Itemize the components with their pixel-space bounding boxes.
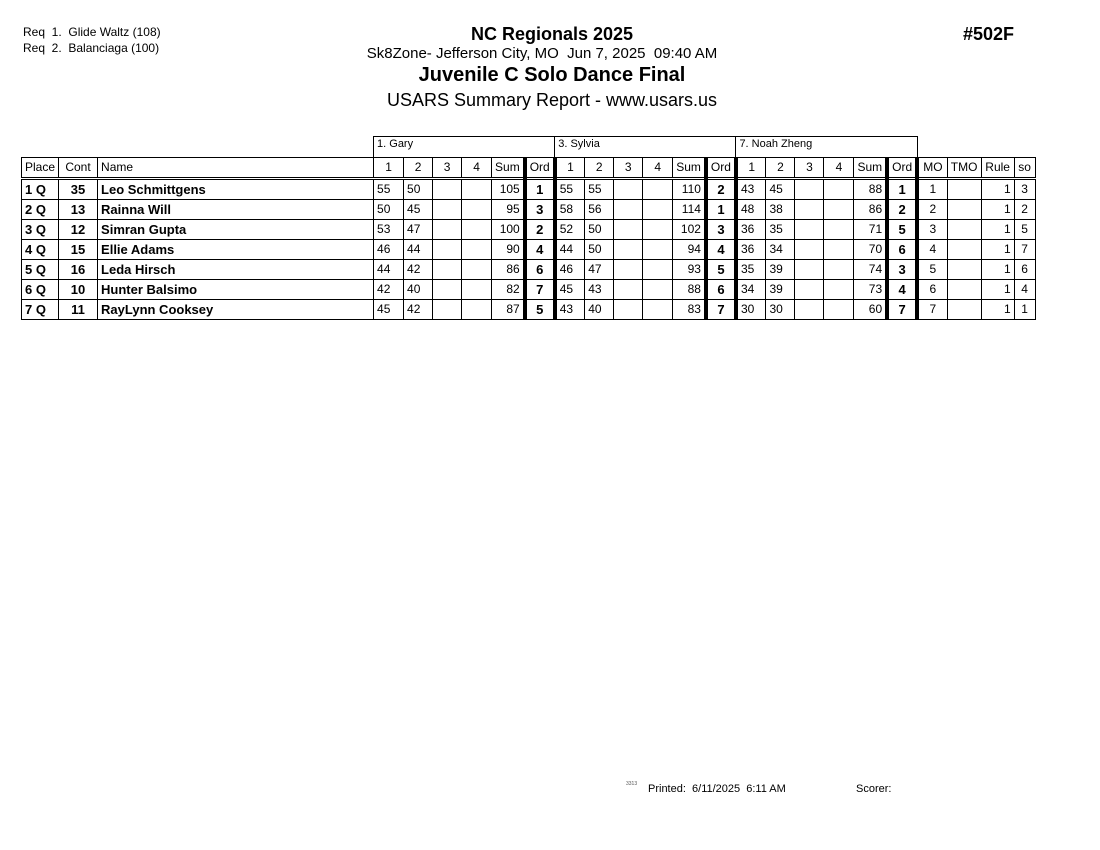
judge-3-s4: [824, 179, 854, 200]
col-judge-3-ord: Ord: [887, 158, 917, 179]
col-rule: Rule: [981, 158, 1014, 179]
judge-2-s2: 50: [585, 240, 614, 260]
judge-1-s3: [433, 240, 462, 260]
rule-cell: 1: [981, 200, 1014, 220]
judge-2-sum: 110: [673, 179, 706, 200]
judge-3-s1: 43: [736, 179, 766, 200]
col-name: Name: [98, 158, 374, 179]
judge-2-s3: [614, 240, 643, 260]
judge-1-s3: [433, 280, 462, 300]
judge-3-s3: [795, 300, 824, 320]
judge-2-s3: [614, 300, 643, 320]
judge-2-s1: 45: [555, 280, 585, 300]
judge-2-ord: 4: [706, 240, 736, 260]
judge-3-s3: [795, 220, 824, 240]
judge-1-ord: 5: [525, 300, 555, 320]
mo-cell: 2: [917, 200, 947, 220]
event-title: Juvenile C Solo Dance Final: [418, 64, 686, 86]
col-judge-2-ord: Ord: [706, 158, 736, 179]
rule-cell: 1: [981, 179, 1014, 200]
tmo-cell: [947, 260, 981, 280]
place-cell: 5 Q: [22, 260, 59, 280]
result-row: [22, 220, 1036, 240]
judge-1-s1: 50: [374, 200, 404, 220]
col-judge-2-sum: Sum: [673, 158, 706, 179]
judge-2-ord: 1: [706, 200, 736, 220]
col-judge-3-2: 2: [766, 158, 795, 179]
so-cell: 1: [1014, 300, 1035, 320]
col-judge-1-1: 1: [374, 158, 404, 179]
judge-2-s2: 43: [585, 280, 614, 300]
judge-3-s2: 45: [766, 179, 795, 200]
mo-cell: 1: [917, 179, 947, 200]
judge-2-s3: [614, 179, 643, 200]
rule-cell: 1: [981, 240, 1014, 260]
judge-1-s2: 40: [404, 280, 433, 300]
judge-2-s4: [643, 240, 673, 260]
so-cell: 7: [1014, 240, 1035, 260]
judge-2-s1: 44: [555, 240, 585, 260]
mo-cell: 7: [917, 300, 947, 320]
judge-3-ord: 5: [887, 220, 917, 240]
printed-timestamp: Printed: 6/11/2025 6:11 AM: [648, 783, 786, 795]
judge-1-name: 1. Gary: [374, 137, 555, 158]
judge-3-s4: [824, 260, 854, 280]
judge-1-s4: [462, 200, 492, 220]
judge-3-s4: [824, 280, 854, 300]
judge-1-sum: 100: [492, 220, 525, 240]
cont-cell: 10: [59, 280, 98, 300]
judge-2-s1: 43: [555, 300, 585, 320]
so-cell: 3: [1014, 179, 1035, 200]
judge-3-sum: 70: [854, 240, 887, 260]
judge-3-s2: 38: [766, 200, 795, 220]
judge-2-s4: [643, 200, 673, 220]
column-header-row: [22, 158, 1036, 179]
skater-name: Rainna Will: [98, 200, 374, 220]
col-place: Place: [22, 158, 59, 179]
judge-2-s4: [643, 300, 673, 320]
judge-3-s3: [795, 200, 824, 220]
judge-2-ord: 6: [706, 280, 736, 300]
judge-1-s1: 44: [374, 260, 404, 280]
cont-cell: 35: [59, 179, 98, 200]
judge-3-s4: [824, 240, 854, 260]
cont-cell: 13: [59, 200, 98, 220]
col-cont: Cont: [59, 158, 98, 179]
judge-1-sum: 90: [492, 240, 525, 260]
rule-cell: 1: [981, 280, 1014, 300]
cont-cell: 12: [59, 220, 98, 240]
judge-2-s1: 55: [555, 179, 585, 200]
judge-3-s4: [824, 300, 854, 320]
judge-2-sum: 102: [673, 220, 706, 240]
judge-1-s2: 42: [404, 300, 433, 320]
judge-1-s2: 44: [404, 240, 433, 260]
skater-name: Simran Gupta: [98, 220, 374, 240]
so-cell: 5: [1014, 220, 1035, 240]
judge-1-s4: [462, 280, 492, 300]
skater-name: RayLynn Cooksey: [98, 300, 374, 320]
report-title: USARS Summary Report - www.usars.us: [386, 90, 718, 110]
judge-2-ord: 3: [706, 220, 736, 240]
result-row: [22, 300, 1036, 320]
judge-2-sum: 114: [673, 200, 706, 220]
tmo-cell: [947, 240, 981, 260]
place-cell: 3 Q: [22, 220, 59, 240]
judge-3-s2: 30: [766, 300, 795, 320]
place-cell: 4 Q: [22, 240, 59, 260]
judge-3-s1: 34: [736, 280, 766, 300]
judge-1-ord: 1: [525, 179, 555, 200]
judge-1-s4: [462, 179, 492, 200]
judge-3-ord: 1: [887, 179, 917, 200]
judge-2-s3: [614, 200, 643, 220]
judge-3-s4: [824, 220, 854, 240]
judge-2-name: 3. Sylvia: [555, 137, 736, 158]
judge-2-ord: 5: [706, 260, 736, 280]
judge-3-s3: [795, 179, 824, 200]
place-cell: 7 Q: [22, 300, 59, 320]
mo-cell: 6: [917, 280, 947, 300]
cont-cell: 15: [59, 240, 98, 260]
judge-2-s4: [643, 220, 673, 240]
judge-1-ord: 6: [525, 260, 555, 280]
so-cell: 4: [1014, 280, 1035, 300]
judge-1-s1: 53: [374, 220, 404, 240]
judge-2-s1: 52: [555, 220, 585, 240]
col-judge-3-1: 1: [736, 158, 766, 179]
col-judge-1-2: 2: [404, 158, 433, 179]
tmo-cell: [947, 200, 981, 220]
judge-1-s3: [433, 260, 462, 280]
tmo-cell: [947, 179, 981, 200]
judge-3-s3: [795, 260, 824, 280]
report-code: 3313: [626, 781, 638, 787]
mo-cell: 5: [917, 260, 947, 280]
judge-2-s3: [614, 220, 643, 240]
mo-cell: 4: [917, 240, 947, 260]
so-cell: 6: [1014, 260, 1035, 280]
judge-2-s4: [643, 280, 673, 300]
judge-1-s4: [462, 300, 492, 320]
judge-2-sum: 83: [673, 300, 706, 320]
judge-3-ord: 3: [887, 260, 917, 280]
judge-1-s3: [433, 200, 462, 220]
col-tmo: TMO: [947, 158, 981, 179]
scorer-label: Scorer:: [856, 783, 892, 795]
judge-3-s2: 35: [766, 220, 795, 240]
col-so: so: [1014, 158, 1035, 179]
judge-2-sum: 94: [673, 240, 706, 260]
result-row: [22, 179, 1036, 200]
judge-3-s1: 30: [736, 300, 766, 320]
cont-cell: 11: [59, 300, 98, 320]
result-row: [22, 260, 1036, 280]
judge-1-s3: [433, 300, 462, 320]
judge-1-s1: 45: [374, 300, 404, 320]
judge-3-sum: 74: [854, 260, 887, 280]
col-judge-2-1: 1: [555, 158, 585, 179]
judge-2-s4: [643, 260, 673, 280]
col-judge-3-3: 3: [795, 158, 824, 179]
tmo-cell: [947, 280, 981, 300]
judge-3-s1: 36: [736, 220, 766, 240]
skater-name: Leda Hirsch: [98, 260, 374, 280]
col-judge-1-3: 3: [433, 158, 462, 179]
skater-name: Ellie Adams: [98, 240, 374, 260]
judge-1-ord: 4: [525, 240, 555, 260]
col-judge-2-2: 2: [585, 158, 614, 179]
judge-2-s1: 46: [555, 260, 585, 280]
judge-1-s3: [433, 220, 462, 240]
tmo-cell: [947, 220, 981, 240]
judge-2-s2: 56: [585, 200, 614, 220]
judge-1-s3: [433, 179, 462, 200]
judge-3-s1: 35: [736, 260, 766, 280]
col-judge-1-ord: Ord: [525, 158, 555, 179]
judge-3-s3: [795, 280, 824, 300]
judge-3-s4: [824, 200, 854, 220]
place-cell: 1 Q: [22, 179, 59, 200]
judge-2-ord: 7: [706, 300, 736, 320]
results-table: [21, 136, 1036, 320]
skater-name: Hunter Balsimo: [98, 280, 374, 300]
result-row: [22, 280, 1036, 300]
skater-name: Leo Schmittgens: [98, 179, 374, 200]
judge-1-s4: [462, 220, 492, 240]
judge-1-sum: 86: [492, 260, 525, 280]
rule-cell: 1: [981, 300, 1014, 320]
judge-1-sum: 87: [492, 300, 525, 320]
rule-cell: 1: [981, 260, 1014, 280]
judge-3-sum: 71: [854, 220, 887, 240]
judge-2-s2: 50: [585, 220, 614, 240]
judge-1-s1: 46: [374, 240, 404, 260]
col-judge-1-sum: Sum: [492, 158, 525, 179]
judge-3-s1: 36: [736, 240, 766, 260]
judge-1-ord: 3: [525, 200, 555, 220]
col-judge-2-4: 4: [643, 158, 673, 179]
judge-3-s2: 39: [766, 260, 795, 280]
judge-2-s2: 55: [585, 179, 614, 200]
judge-3-ord: 2: [887, 200, 917, 220]
judge-1-s2: 42: [404, 260, 433, 280]
judge-2-sum: 93: [673, 260, 706, 280]
judge-2-s3: [614, 280, 643, 300]
judge-1-s4: [462, 240, 492, 260]
judge-1-sum: 95: [492, 200, 525, 220]
tmo-cell: [947, 300, 981, 320]
judge-3-sum: 73: [854, 280, 887, 300]
judge-2-s4: [643, 179, 673, 200]
result-row: [22, 240, 1036, 260]
so-cell: 2: [1014, 200, 1035, 220]
requirement-1: Req 1. Glide Waltz (108): [23, 25, 161, 39]
judge-3-s3: [795, 240, 824, 260]
judge-2-sum: 88: [673, 280, 706, 300]
venue-datetime: Sk8Zone- Jefferson City, MO Jun 7, 2025 09:40 AM: [366, 45, 718, 62]
judge-1-s1: 55: [374, 179, 404, 200]
judge-2-s2: 40: [585, 300, 614, 320]
judge-2-s2: 47: [585, 260, 614, 280]
col-judge-3-4: 4: [824, 158, 854, 179]
judge-3-s2: 39: [766, 280, 795, 300]
judge-1-s2: 45: [404, 200, 433, 220]
place-cell: 6 Q: [22, 280, 59, 300]
judge-header-row: [22, 137, 1036, 158]
mo-cell: 3: [917, 220, 947, 240]
judge-3-ord: 6: [887, 240, 917, 260]
judge-3-sum: 86: [854, 200, 887, 220]
judge-1-ord: 2: [525, 220, 555, 240]
col-judge-1-4: 4: [462, 158, 492, 179]
judge-3-ord: 7: [887, 300, 917, 320]
col-judge-3-sum: Sum: [854, 158, 887, 179]
judge-3-name: 7. Noah Zheng: [736, 137, 917, 158]
result-row: [22, 200, 1036, 220]
place-cell: 2 Q: [22, 200, 59, 220]
judge-1-s2: 47: [404, 220, 433, 240]
cont-cell: 16: [59, 260, 98, 280]
col-mo: MO: [917, 158, 947, 179]
col-judge-2-3: 3: [614, 158, 643, 179]
judge-2-s3: [614, 260, 643, 280]
judge-3-s1: 48: [736, 200, 766, 220]
judge-2-s1: 58: [555, 200, 585, 220]
judge-2-ord: 2: [706, 179, 736, 200]
judge-1-ord: 7: [525, 280, 555, 300]
judge-1-s2: 50: [404, 179, 433, 200]
judge-3-ord: 4: [887, 280, 917, 300]
judge-1-s4: [462, 260, 492, 280]
judge-3-sum: 88: [854, 179, 887, 200]
competition-title: NC Regionals 2025: [470, 24, 634, 44]
judge-1-sum: 105: [492, 179, 525, 200]
judge-3-sum: 60: [854, 300, 887, 320]
requirement-2: Req 2. Balanciaga (100): [23, 41, 160, 55]
judge-1-sum: 82: [492, 280, 525, 300]
judge-1-s1: 42: [374, 280, 404, 300]
judge-3-s2: 34: [766, 240, 795, 260]
event-number: #502F: [963, 24, 1015, 44]
rule-cell: 1: [981, 220, 1014, 240]
